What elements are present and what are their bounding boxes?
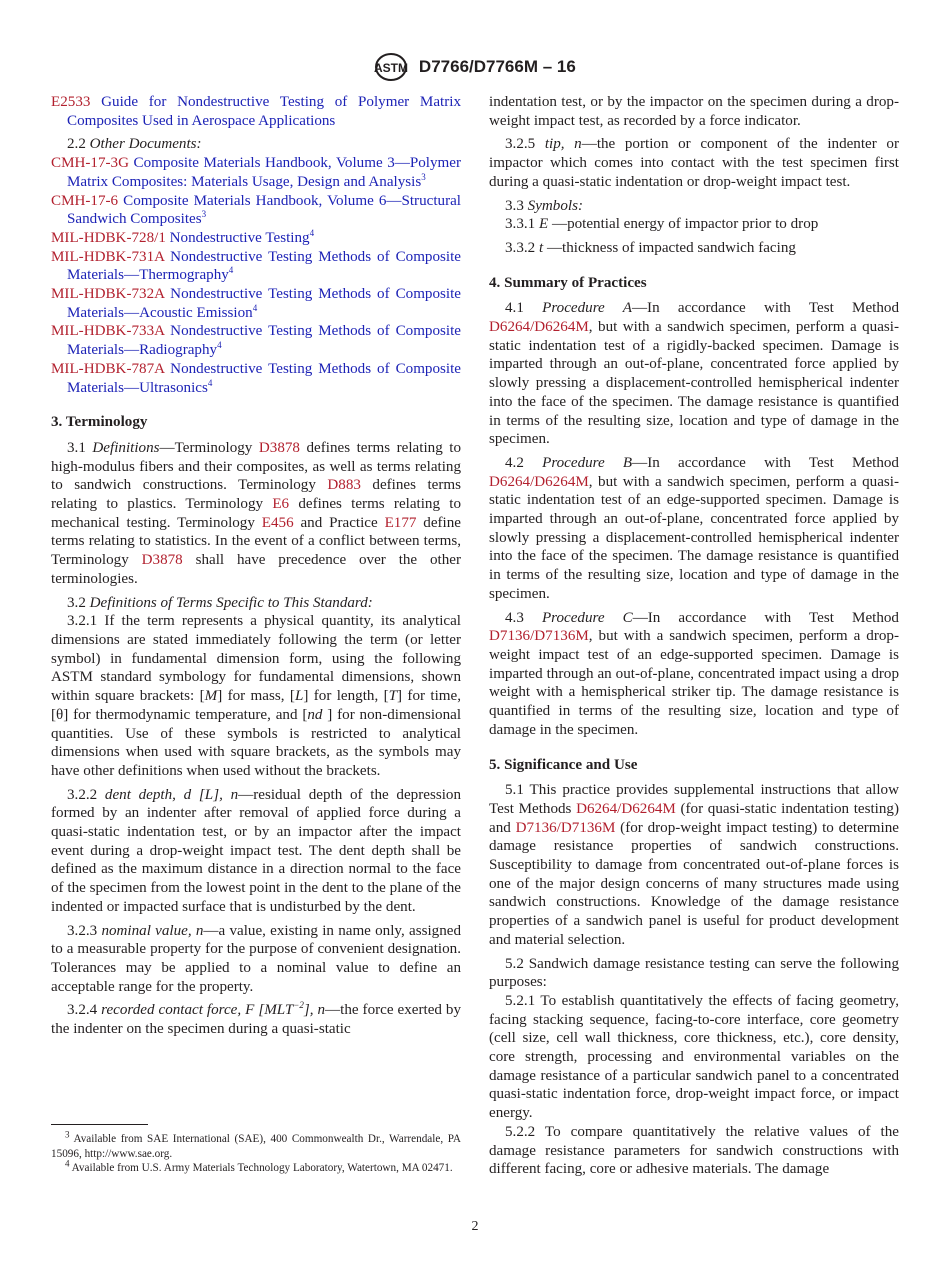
- reference-title[interactable]: Nondestructive Testing Methods of Composite Materials—Ultrasonics$^4$: [67, 360, 461, 396]
- paragraph-3-1: 3.1 Definitions—Terminology D3878 defines terms relating to high-modulus fibers and their composites, as well as terms relating to sandwich constructions. Terminology D883 defines terms relating to plastics. Terminology E6 defines terms relating to mechanical testing. Terminology E456 and Practice E177 define terms relating to statistics. In the event of a conflict between terms, Terminology D3878 shall have precedence over the other terminologies.: [51, 439, 462, 587]
- standard-link[interactable]: D7136/D7136M: [515, 819, 616, 836]
- reference-title[interactable]: Nondestructive Testing$^4$: [169, 227, 315, 246]
- footnotes: [51, 1129, 461, 1176]
- paragraph-3-3: 3.3 Symbols:: [505, 197, 583, 214]
- reference-item: [51, 192, 461, 229]
- reference-item: [51, 154, 461, 191]
- page-header: [0, 52, 950, 82]
- reference-title[interactable]: Nondestructive Testing Methods of Composite Materials—Thermography$^4$: [67, 248, 461, 284]
- svg-text:ASTM: ASTM: [374, 61, 409, 75]
- paragraph-3-3-1: 3.3.1 E —potential energy of impactor prior to drop: [505, 216, 819, 233]
- astm-logo-icon: [374, 52, 408, 82]
- standard-link[interactable]: E456: [261, 514, 294, 531]
- reference-title[interactable]: Guide for Nondestructive Testing of Polymer Matrix Composites Used in Aerospace Applications: [67, 94, 461, 129]
- reference-item: [51, 248, 461, 285]
- reference-link[interactable]: CMH-17-3G: [51, 155, 129, 172]
- standard-link[interactable]: E6: [272, 496, 290, 513]
- paragraph-3-2-3: 3.2.3 nominal value, n—a value, existing in name only, assigned to a measurable property for the purpose of convenient designation. Tolerances may be applied to a nominal value to define an acceptable range for the property.: [51, 922, 461, 995]
- reference-link[interactable]: MIL-HDBK-731A: [51, 248, 165, 265]
- left-column: [51, 93, 461, 1044]
- reference-title[interactable]: Nondestructive Testing Methods of Composite Materials—Acoustic Emission$^4$: [67, 286, 461, 321]
- section-heading-significance: 5. Significance and Use: [489, 756, 638, 773]
- standard-link[interactable]: D3878: [141, 552, 183, 569]
- reference-title[interactable]: Composite Materials Handbook, Volume 3—Polymer Matrix Composites: Materials Usage, Design and Analysis$^3$: [67, 155, 461, 190]
- footnote-divider: [51, 1124, 148, 1125]
- reference-link[interactable]: MIL-HDBK-732A: [51, 286, 165, 303]
- paragraph-4-1: 4.1 Procedure A—In accordance with Test Method D6264/D6264M, but with a sandwich specimen, perform a quasi-static indentation test of a rigidly-backed specimen. Damage is imparted through an out-of-plane, concentrated force applied by slowly pressing a displacement-controlled hemispherical indenter into the face of the specimen. The damage resistance is quantified in terms of the resulting size, location and type of damage in the specimen.: [489, 300, 899, 448]
- paragraph-4-2: 4.2 Procedure B—In accordance with Test Method D6264/D6264M, but with a sandwich specimen, perform a quasi-static indentation test of an edge-supported specimen. Damage is imparted through an out-of-plane, concentrated force applied by slowly pressing a displacement-controlled hemispherical indenter into the face of the specimen. The damage resistance is quantified in terms of the resulting size, location and type of damage in the specimen.: [489, 454, 899, 602]
- reference-title[interactable]: Nondestructive Testing Methods of Composite Materials—Radiography$^4$: [67, 323, 461, 359]
- paragraph-3-2-4: 3.2.4 recorded contact force, F $[MLT^{-2}]$, n—the force exerted by the indenter on the specimen during a quasi-static: [51, 1000, 462, 1038]
- section-heading-summary: 4. Summary of Practices: [489, 274, 647, 291]
- paragraph-3-2-1: 3.2.1 If the term represents a physical quantity, its analytical dimensions are stated immediately following the term (or letter symbol) in fundamental dimension form, using the following ASTM standard symbology for fundamental dimensions, shown within square brackets: [M] for mass, [L] for length, [T] for time, [θ] for thermodynamic temperature, and [nd ] for non-dimensional quantities. Use of these symbols is restricted to analytical dimensions when used with square brackets, as the symbols may have other definitions when used without the brackets.: [51, 613, 462, 779]
- footnote-4: $^4$ Available from U.S. Army Materials Technology Laboratory, Watertown, MA 02471.: [65, 1158, 453, 1175]
- reference-link[interactable]: CMH-17-6: [51, 192, 119, 209]
- paragraph-3-2-2: 3.2.2 dent depth, d [L], n—residual depth of the depression formed by an indenter after removal of applied force during a quasi-static indentation test, or by an impactor after the impact event during a drop-weight impact test. The dent depth shall be defined as the maximum distance in a direction normal to the face of the specimen from the lowest point in the dent to the plane of the indented or impacted surface that is undisturbed by the dent.: [51, 786, 461, 915]
- standard-link[interactable]: D6264/D6264M: [576, 800, 676, 817]
- paragraph-3-2-5: 3.2.5 tip, n—the portion or component of the indenter or impactor which comes into contact with the test specimen first during a quasi-static indentation or drop-weight impact test.: [489, 136, 899, 190]
- footnote-3: $^3$ Available from SAE International (SAE), 400 Commonwealth Dr., Warrendale, PA 15096, http://www.sae.org.: [51, 1129, 461, 1160]
- standard-link[interactable]: D3878: [258, 439, 300, 456]
- reference-link[interactable]: MIL-HDBK-733A: [51, 323, 165, 340]
- standard-link[interactable]: E177: [384, 514, 417, 531]
- document-title: D7766/D7766M – 16: [418, 57, 576, 76]
- paragraph-3-3-2: 3.3.2 t —thickness of impacted sandwich facing: [505, 239, 796, 256]
- reference-title[interactable]: Composite Materials Handbook, Volume 6—Structural Sandwich Composites$^3$: [67, 192, 461, 228]
- paragraph-3-2-4-continued: indentation test, or by the impactor on the specimen during a drop-weight impact test, as recorded by a force indicator.: [489, 94, 899, 129]
- reference-item: [51, 229, 461, 248]
- paragraph-5-2-2: 5.2.2 To compare quantitatively the relative values of the damage resistance parameters for sandwich constructions with different facing, core or adhesive materials. The damage: [489, 1123, 899, 1178]
- section-2-2: 2.2 Other Documents:: [67, 136, 202, 153]
- reference-link[interactable]: MIL-HDBK-787A: [51, 360, 165, 377]
- reference-item: [51, 93, 461, 130]
- paragraph-5-2-1: 5.2.1 To establish quantitatively the effects of facing geometry, facing stacking sequence, facing-to-core interface, core geometry (cell size, cell wall thickness, core thickness, etc.), core density, core strength, processing and environmental variables on the damage resistance of a particular sandwich panel to a concentrated quasi-static indentation force, drop-weight impact force, or impact energy.: [489, 992, 899, 1122]
- reference-item: [51, 285, 461, 322]
- standard-link[interactable]: D7136/D7136M: [489, 628, 589, 645]
- paragraph-5-2: 5.2 Sandwich damage resistance testing can serve the following purposes:: [489, 955, 899, 991]
- paragraph-5-1: 5.1 This practice provides supplemental instructions that allow Test Methods D6264/D6264M (for quasi-static indentation testing) and D7136/D7136M (for drop-weight impact testing) to determine damage resistance properties of sandwich constructions. Susceptibility to damage from concentrated out-of-plane forces is one of the major design concerns of many structures made using sandwich constructions. Knowledge of the damage resistance properties of a sandwich panel is useful for product development and material selection.: [489, 782, 899, 948]
- standard-link[interactable]: D883: [327, 477, 361, 494]
- standard-link[interactable]: D6264/D6264M: [489, 319, 589, 336]
- reference-link[interactable]: E2533: [51, 94, 91, 110]
- reference-item: [51, 360, 461, 397]
- page-number: 2: [471, 1219, 479, 1234]
- paragraph-4-3: 4.3 Procedure C—In accordance with Test Method D7136/D7136M, but with a sandwich specimen, perform a drop-weight impact test of an edge-supported specimen. Damage is imparted through an out-of-plane, concentrated impact using a drop weight with a hemispherical striker tip. The damage resistance is quantified in terms of the resulting size, location and type of damage in the specimen.: [489, 609, 899, 738]
- section-heading-terminology: 3. Terminology: [51, 414, 148, 431]
- standard-link[interactable]: D6264/D6264M: [489, 473, 589, 490]
- paragraph-3-2: 3.2 Definitions of Terms Specific to This Standard:: [67, 594, 373, 611]
- right-column: [489, 93, 899, 1184]
- reference-item: [51, 322, 461, 359]
- reference-link[interactable]: MIL-HDBK-728/1: [51, 229, 166, 246]
